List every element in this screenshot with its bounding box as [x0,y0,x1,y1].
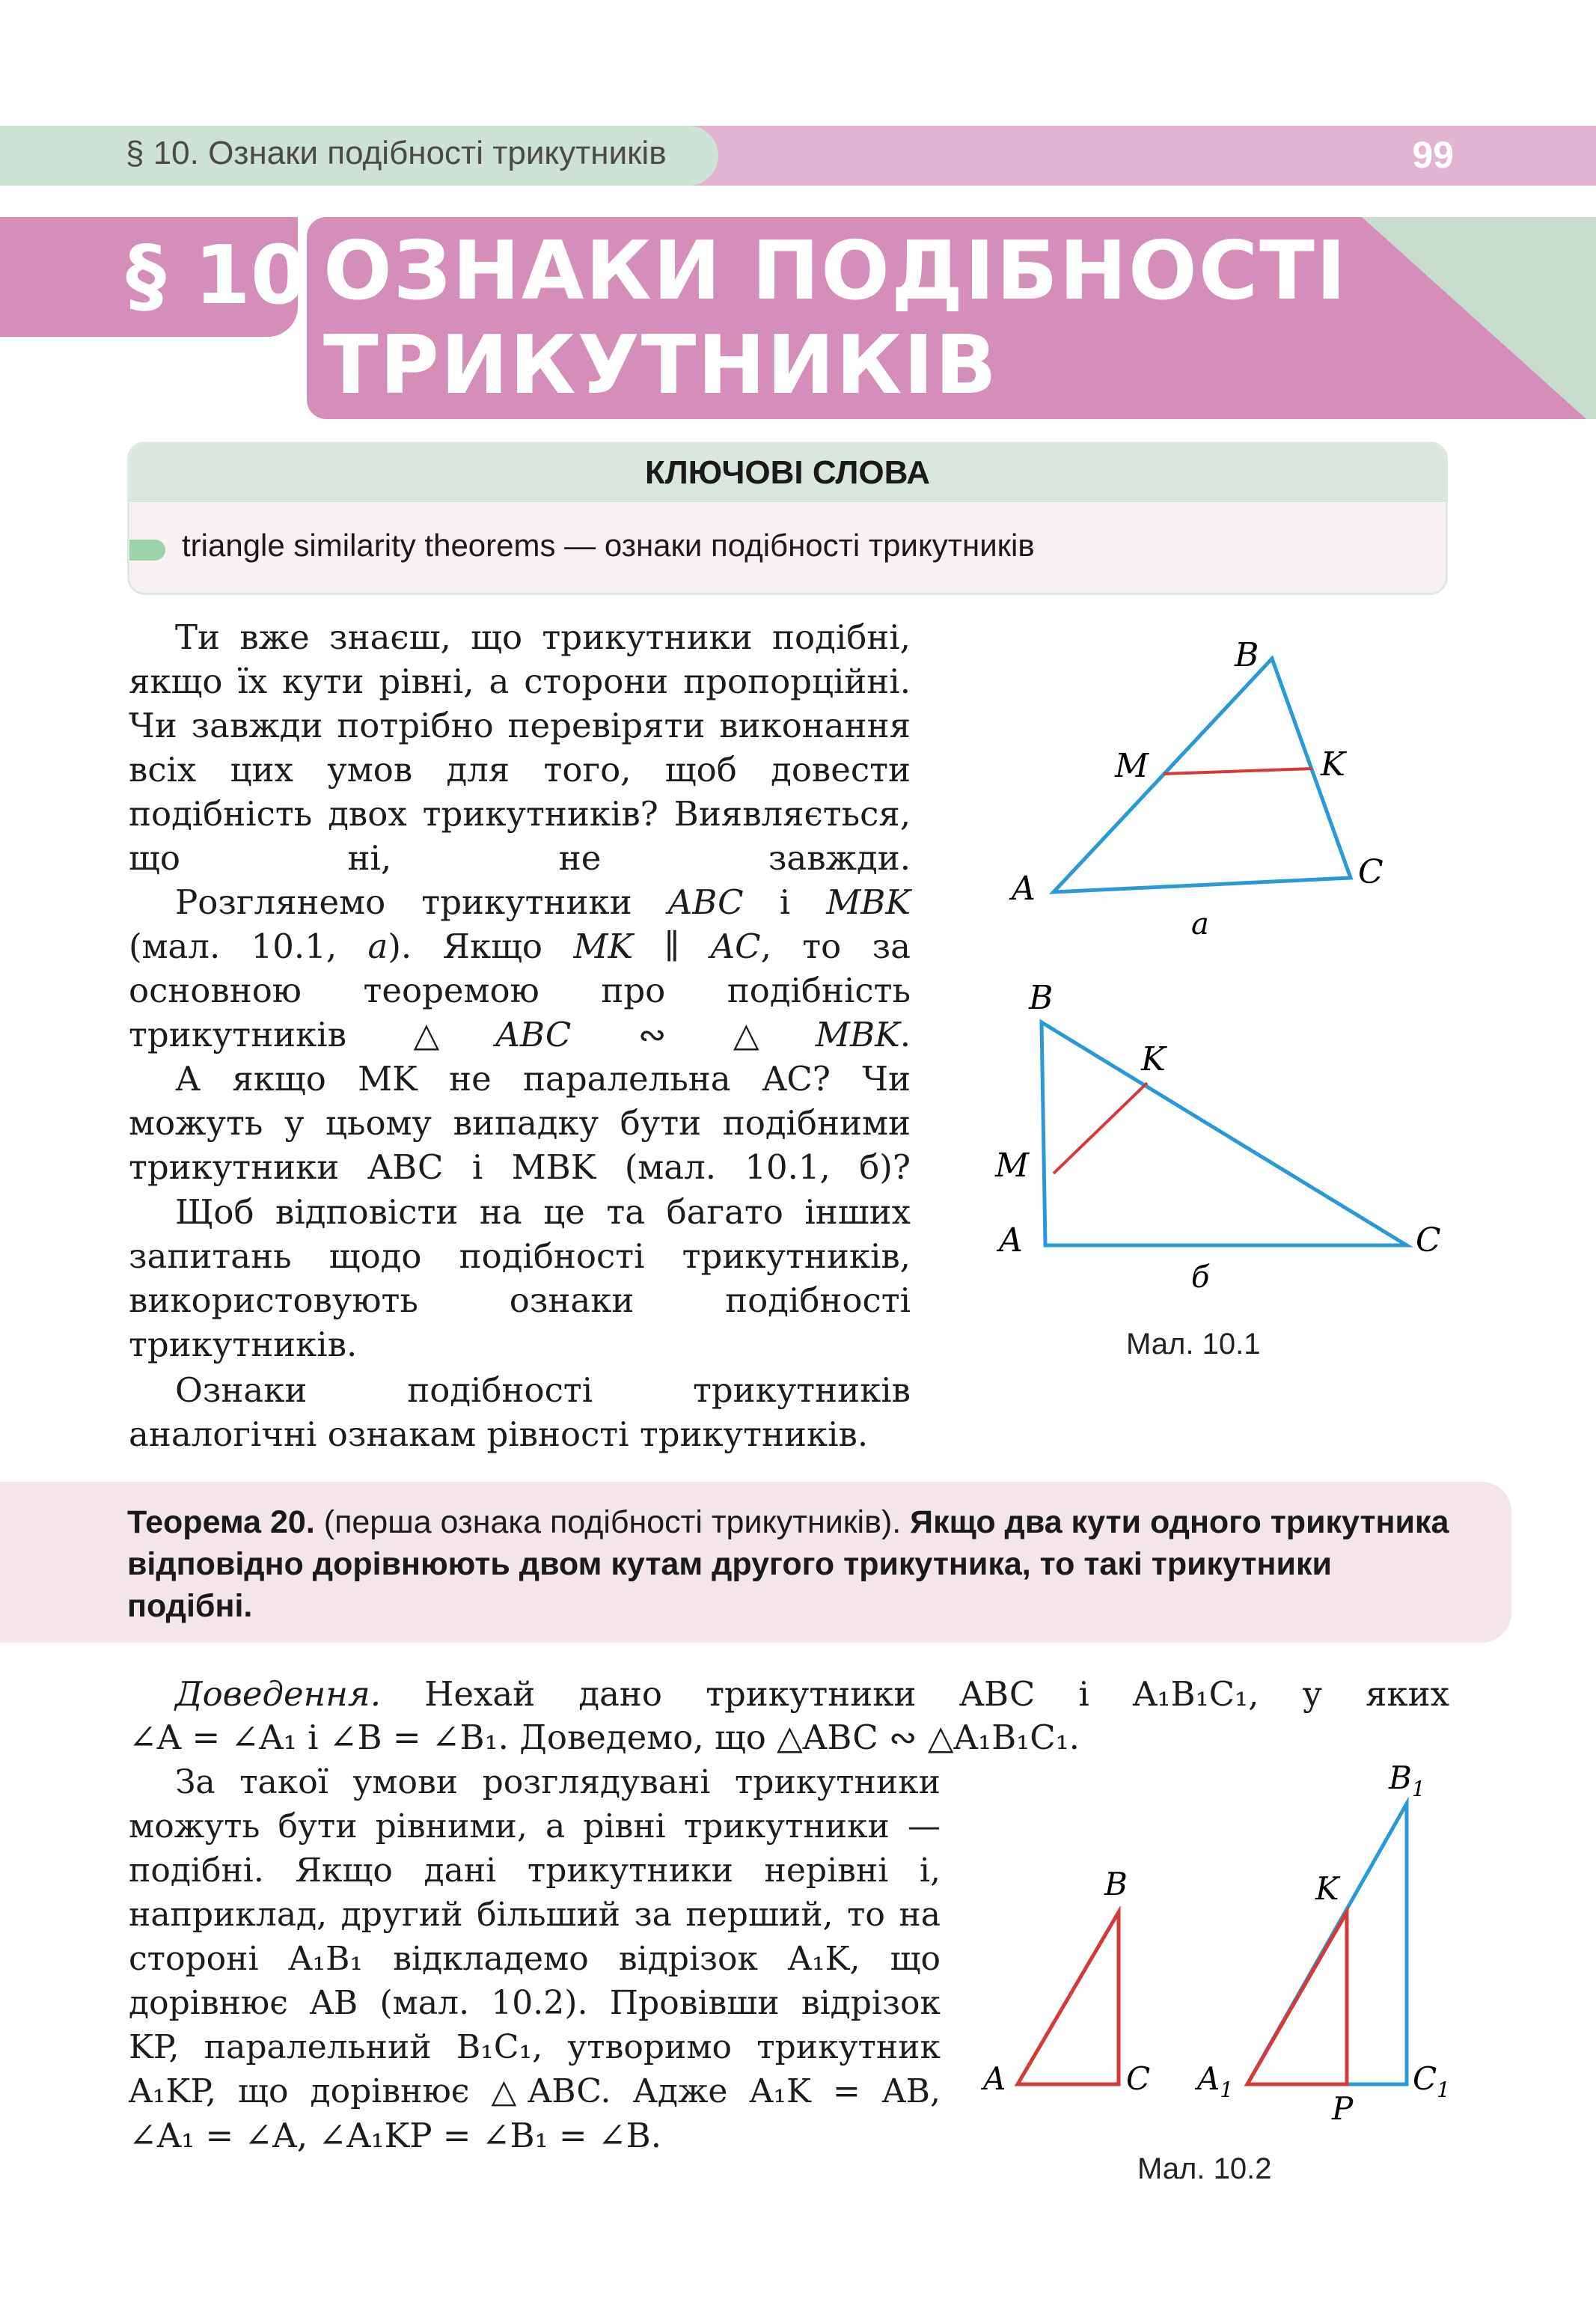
section-title-line1: ОЗНАКИ ПОДІБНОСТІ [323,225,1348,318]
label-b-b: B [1029,979,1054,1017]
paragraph-5: Ознаки подібності трикутників аналогічні ознакам рівності трикутників. [129,1370,911,1454]
label-a-a: A [1012,870,1036,908]
proof-angles: ∠A₁ = ∠A, ∠A₁KP = ∠B₁ = ∠B. [129,2116,662,2155]
proof-paragraph: За такої умови розглядувані трикутники можуть бути рівними, а рівні трикутники — подібні. Якщо дані трикутники нерівні і, наприклад, другий більший за перший, то на стороні A₁B₁ відкладемо відрізок A₁K, що дорівнює AB (мал. 10.2). Провівши відрізок KP, паралельний B₁C₁, утворимо трикутник A₁KP, що дорівнює △ABC. Адже A₁K = AB, [129,1763,941,2110]
label-a-b: A [999,1221,1023,1260]
label-c-b: C [1416,1221,1441,1260]
banner-corner [1362,217,1596,419]
label-c: C [1126,2060,1151,2097]
label-c-a: C [1358,853,1383,891]
proof-line-2: ∠A = ∠A₁ і ∠B = ∠B₁. Доведемо, що △ABC ∾ △A₁B₁C₁. [129,1718,1080,1757]
sublabel-a: а [1191,907,1209,941]
sublabel-b: б [1191,1260,1210,1295]
segment-mk-a [1164,769,1312,774]
paragraph-1: Ти вже знаєш, що трикутники подібні, якщо їх кути рівні, а сторони пропорційні. Чи завжди потрібно перевіряти виконання всіх цих умов для того, щоб довести подібність двох трикутників? Виявляється, що ні, не завжди. [129,617,911,878]
label-m-a: M [1115,747,1149,785]
running-title: § 10. Ознаки подібності трикутників [126,135,667,171]
label-k-b: K [1141,1040,1166,1078]
label-c1: $C_1$ [1413,2060,1450,2102]
label-b1: $B_1$ [1389,1759,1425,1801]
label-a1: $A_1$ [1197,2060,1234,2102]
proof-line-1: Доведення. Нехай дано трикутники ABC і A₁B₁C₁, у яких [175,1674,1449,1714]
label-p: P [1332,2090,1354,2127]
keywords-box [127,442,1448,595]
label-b: B [1104,1866,1128,1902]
segment-mk-b [1054,1083,1147,1173]
paragraph-2: Розглянемо трикутники ABC і MBK (мал. 10.1, а). Якщо MK ∥ AC, то за основною теоремою про подібність трикутників △ABC ∾ △MBK. [129,882,911,1054]
label-a: A [983,2060,1006,2097]
bullet-marker [129,540,165,561]
page-number: 99 [1412,134,1454,176]
figure-10-1 [958,629,1482,1362]
theorem-note: (перша ознака подібності трикутників). [314,1504,911,1540]
theorem-statement: Якщо два кути одного трикутника відповідно дорівнюють двом кутам другого трикутника, то такі трикутники подібні. [127,1504,1449,1624]
label-m-b: M [995,1147,1030,1185]
paragraph-4: Щоб відповісти на це та багато інших запитань щодо подібності трикутників, використовують ознаки подібності трикутників. [129,1192,911,1364]
label-k-a: K [1321,745,1345,784]
figure-10-1-caption: Мал. 10.1 [1126,1328,1261,1361]
paragraph-3: А якщо MK не паралельна AC? Чи можуть у цьому випадку бути подібними трикутники ABC і MBK (мал. 10.1, б)? [129,1059,911,1187]
keyword-item: triangle similarity theorems — ознаки подібності трикутників [182,528,1035,563]
running-header [0,126,1596,186]
section-title-line2: ТРИКУТНИКІВ [323,319,998,412]
triangle-a1kp [1247,1912,1347,2084]
label-b-a: B [1235,636,1259,674]
section-title [323,225,1348,413]
label-k: K [1315,1870,1339,1907]
theorem-20 [127,1501,1459,1627]
figure-10-2-caption: Мал. 10.2 [1137,2152,1272,2185]
theorem-label: Теорема 20. [127,1504,315,1540]
triangle-abc-a [1054,659,1351,892]
section-number: § 10 [126,229,307,323]
figure-10-2 [973,1759,1496,2178]
keywords-heading: КЛЮЧОВІ СЛОВА [129,444,1446,502]
triangle-abc [1018,1912,1119,2084]
